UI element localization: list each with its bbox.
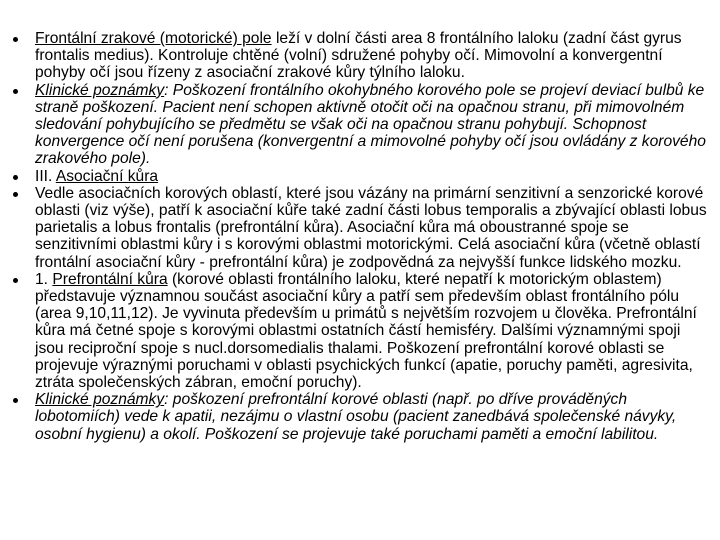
bullet-heading: Klinické poznámky: [35, 391, 165, 409]
bullet-dot-icon: [13, 398, 18, 403]
bullet-list: [0, 30, 720, 443]
bullet-prefrontal-cortex: [0, 271, 720, 391]
bullet-text: Vedle asociačních korových oblastí, které jsou vázány na primární senzitivní a senzorické korové oblasti (viz výše), patří k asociační kůře také zadní části lobus temporalis a zbývající oblasti lobus parietalis a lobus frontalis (prefrontální kůra). Asociační kůra má oboustranné spoje se senzitivními oblastmi kůry i s korovými oblastmi motorickými. Celá asociační kůra (včetně oblastí frontální asociační kůry - prefrontální kůra) je zodpovědná za nejvyšší funkce lidského mozku.: [35, 184, 707, 271]
bullet-dot-icon: [13, 89, 18, 94]
bullet-heading: Klinické poznámky: [35, 81, 165, 99]
bullet-dot-icon: [13, 192, 18, 197]
bullet-text: (korové oblasti frontálního laloku, které nepatří k motorickým oblastem) představuje významnou součást asociační kůry a patří sem především oblast frontálního pólu (area 9,10,11,12). Je vyvinuta především u primátů s největším rozvojem u člověka. Prefrontální kůra má četné spoje s korovými oblastmi ostatních částí hemisféry. Dalšími významnými spoji jsou reciproční spoje s nucl.dorsomedialis thalami. Poškození prefrontální korové oblasti se projevuje výraznými poruchami v oblasti psychických funkcí (apatie, poruchy paměti, agresivita, ztráta společenských zábran, emoční poruchy).: [35, 270, 697, 392]
bullet-text: : poškození prefrontální korové oblasti (např. po dříve prováděných lobotomiích) vede k apatii, nezájmu o vlastní osobu (pacient zanedbává společenské návyky, osobní hygienu) a okolí. Poškození se projevuje také poruchami paměti a emoční labilitou.: [35, 391, 677, 443]
bullet-clinical-notes-1: [0, 82, 720, 168]
bullet-prefix: III.: [35, 167, 56, 185]
bullet-dot-icon: [13, 37, 18, 42]
bullet-dot-icon: [13, 175, 18, 180]
bullet-text: leží v dolní části area 8 frontálního laloku (zadní část gyrus frontalis medius). Kontroluje chtěné (volní) sdružené pohyby očí. Mimovolní a konvergentní pohyby očí jsou řízeny z asociační zrakové kůry týlního laloku.: [35, 30, 682, 82]
bullet-association-cortex-heading: [0, 168, 720, 185]
bullet-dot-icon: [13, 278, 18, 283]
bullet-heading: Prefrontální kůra: [52, 270, 168, 288]
bullet-heading: Asociační kůra: [55, 167, 159, 185]
bullet-frontal-eye-field: [0, 30, 720, 82]
bullet-clinical-notes-2: [0, 391, 720, 443]
bullet-prefix: 1.: [35, 270, 53, 288]
bullet-text: : Poškození frontálního okohybného korového pole se projeví deviací bulbů ke straně poškození. Pacient není schopen aktivně otočit oči na opačnou stranu, při mimovolném sledování pohybujícího se předmětu se však oči na opačnou stranu pohybují. Schopnost konvergence očí není porušena (konvergentní a mimovolné pohyby očí jsou ovládány z korového zrakového pole).: [35, 81, 706, 168]
bullet-association-cortex-body: [0, 185, 720, 271]
bullet-heading: Frontální zrakové (motorické) pole: [35, 30, 272, 47]
